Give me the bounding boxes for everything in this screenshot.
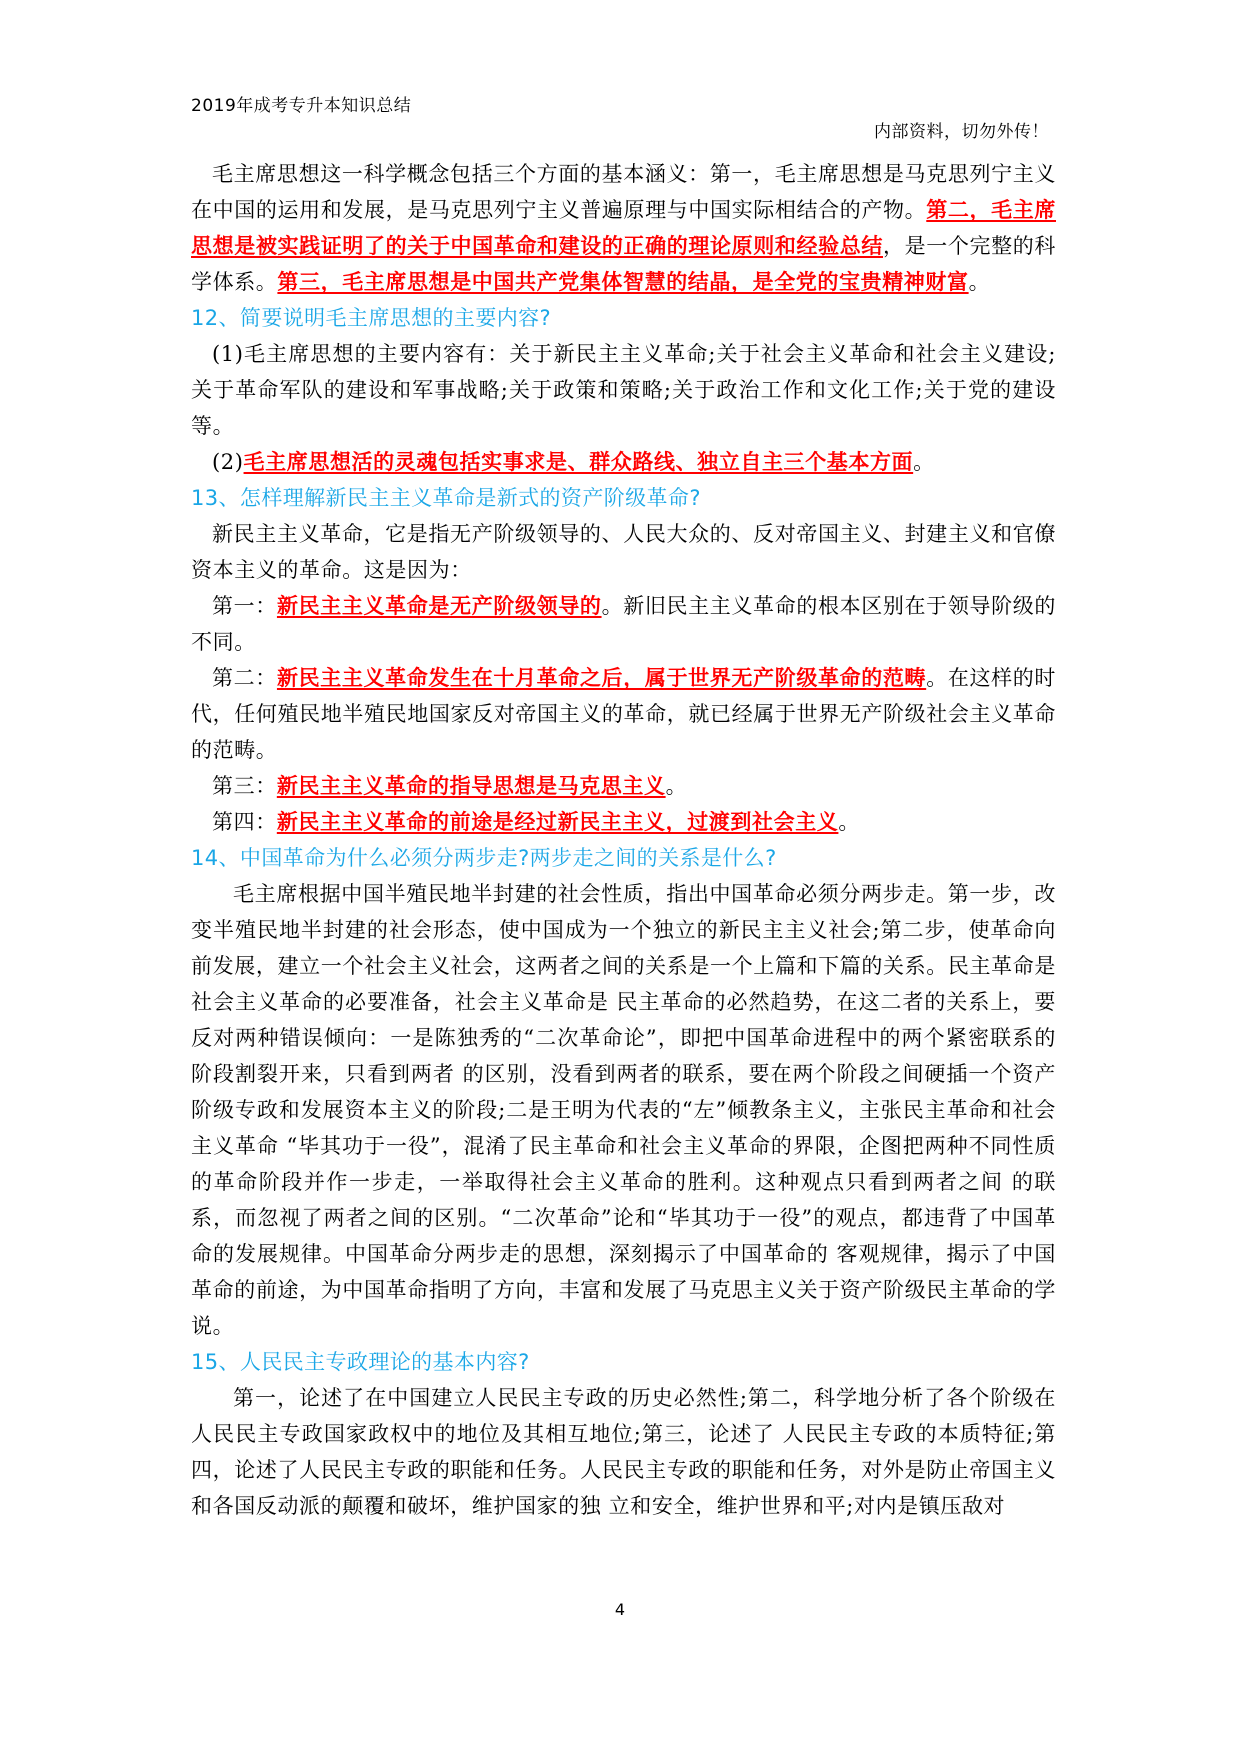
confidential-notice: 内部资料，切勿外传！ — [874, 122, 1049, 142]
emphasis-text: 新民主主义革命是无产阶级领导的 — [276, 593, 602, 618]
document-body — [191, 156, 1056, 1524]
paragraph-q13-first — [191, 588, 1056, 660]
paragraph-text: 。新旧民主主义革命的根本区别在于领导阶级的不同。 — [191, 594, 1056, 654]
emphasis-text: 新民主主义革命发生在十月革命之后，属于世界无产阶级革命的范畴 — [276, 665, 927, 690]
question-heading-15: 15、人民民主专政理论的基本内容? — [191, 1350, 530, 1374]
paragraph-text: 。 — [665, 774, 688, 798]
page-number: 4 — [614, 1600, 626, 1619]
paragraph-q13-third — [191, 768, 1056, 804]
paragraph-q13-second — [191, 660, 1056, 768]
emphasis-text: 第三，毛主席思想是中国共产党集体智慧的结晶，是全党的宝贵精神财富 — [277, 269, 969, 294]
emphasis-text: 新民主主义革命的前途是经过新民主主义，过渡到社会主义 — [276, 809, 839, 834]
paragraph-q14: 毛主席根据中国半殖民地半封建的社会性质，指出中国革命必须分两步走。第一步，改变半殖民地半封建的社会形态，使中国成为一个独立的新民主主义社会;第二步，使革命向前发展，建立一个社会主义社会，这两者之间的关系是一个上篇和下篇的关系。民主革命是社会主义革命的必要准备，社会主义革命是 民主革命的必然趋势，在这二者的关系上，要反对两种错误倾向：一是陈独秀的“二次革命论”，即把中国革命进程中的两个紧密联系的阶段割裂开来，只看到两者 的区别，没看到两者的联系，要在两个阶段之间硬插一个资产阶级专政和发展资本主义的阶段;二是王明为代表的“左”倾教条主义，主张民主革命和社会主义革命 “毕其功于一役”，混淆了民主革命和社会主义革命的界限，企图把两种不同性质的革命阶段并作一步走，一举取得社会主义革命的胜利。这种观点只看到两者之间 的联系，而忽视了两者之间的区别。“二次革命”论和“毕其功于一役”的观点，都违背了中国革命的发展规律。中国革命分两步走的思想，深刻揭示了中国革命的 客观规律，揭示了中国革命的前途，为中国革命指明了方向，丰富和发展了马克思主义关于资产阶级民主革命的学说。 — [191, 882, 1056, 1338]
paragraph-q13-fourth — [191, 804, 1056, 840]
paragraph-mao-thought-concept — [191, 156, 1056, 300]
paragraph-text: 毛主席思想这一科学概念包括三个方面的基本涵义：第一，毛主席思想是马克思列宁主义在中国的运用和发展，是马克思列宁主义普遍原理与中国实际相结合的产物。 — [191, 162, 1056, 222]
paragraph-text: 第三： — [212, 774, 277, 798]
emphasis-text: 第二，毛主席思想是被实践证明了的关于中国革命和建设的正确的理论原则和经验总结 — [191, 197, 1056, 258]
paragraph-q12-part1: (1)毛主席思想的主要内容有：关于新民主主义革命;关于社会主义革命和社会主义建设;关于革命军队的建设和军事战略;关于政策和策略;关于政治工作和文化工作;关于党的建设等。 — [191, 342, 1056, 438]
question-heading-14: 14、中国革命为什么必须分两步走?两步走之间的关系是什么? — [191, 846, 777, 870]
question-heading-13: 13、怎样理解新民主主义革命是新式的资产阶级革命? — [191, 486, 701, 510]
paragraph-text: ，是一个完整的科学体系。 — [191, 234, 1056, 294]
paragraph-text: 第四： — [212, 810, 277, 834]
paragraph-q15: 第一，论述了在中国建立人民民主专政的历史必然性;第二，科学地分析了各个阶级在人民民主专政国家政权中的地位及其相互地位;第三，论述了 人民民主专政的本质特征;第四，论述了人民民主专政的职能和任务。人民民主专政的职能和任务，对外是防止帝国主义和各国反动派的颠覆和破坏，维护国家的独 立和安全，维护世界和平;对内是镇压敌对 — [191, 1386, 1056, 1518]
emphasis-text: 新民主主义革命的指导思想是马克思主义 — [276, 773, 666, 798]
paragraph-text: 第一： — [212, 594, 277, 618]
paragraph-text: 。在这样的时代，任何殖民地半殖民地国家反对帝国主义的革命，就已经属于世界无产阶级社会主义革命的范畴。 — [191, 666, 1056, 762]
paragraph-text: (2) — [212, 450, 244, 474]
emphasis-text: 毛主席思想活的灵魂包括实事求是、群众路线、独立自主三个基本方面 — [243, 449, 914, 474]
paragraph-text: 第二： — [212, 666, 277, 690]
paragraph-q12-part2 — [191, 444, 1056, 480]
paragraph-text: 。 — [913, 450, 935, 474]
question-heading-12: 12、简要说明毛主席思想的主要内容? — [191, 306, 552, 330]
paragraph-text: 。 — [838, 810, 861, 834]
paragraph-q13-intro: 新民主主义革命，它是指无产阶级领导的、人民大众的、反对帝国主义、封建主义和官僚资本主义的革命。这是因为： — [191, 522, 1056, 582]
paragraph-text: 。 — [968, 270, 991, 294]
document-header-title: 2019年成考专升本知识总结 — [191, 96, 412, 116]
